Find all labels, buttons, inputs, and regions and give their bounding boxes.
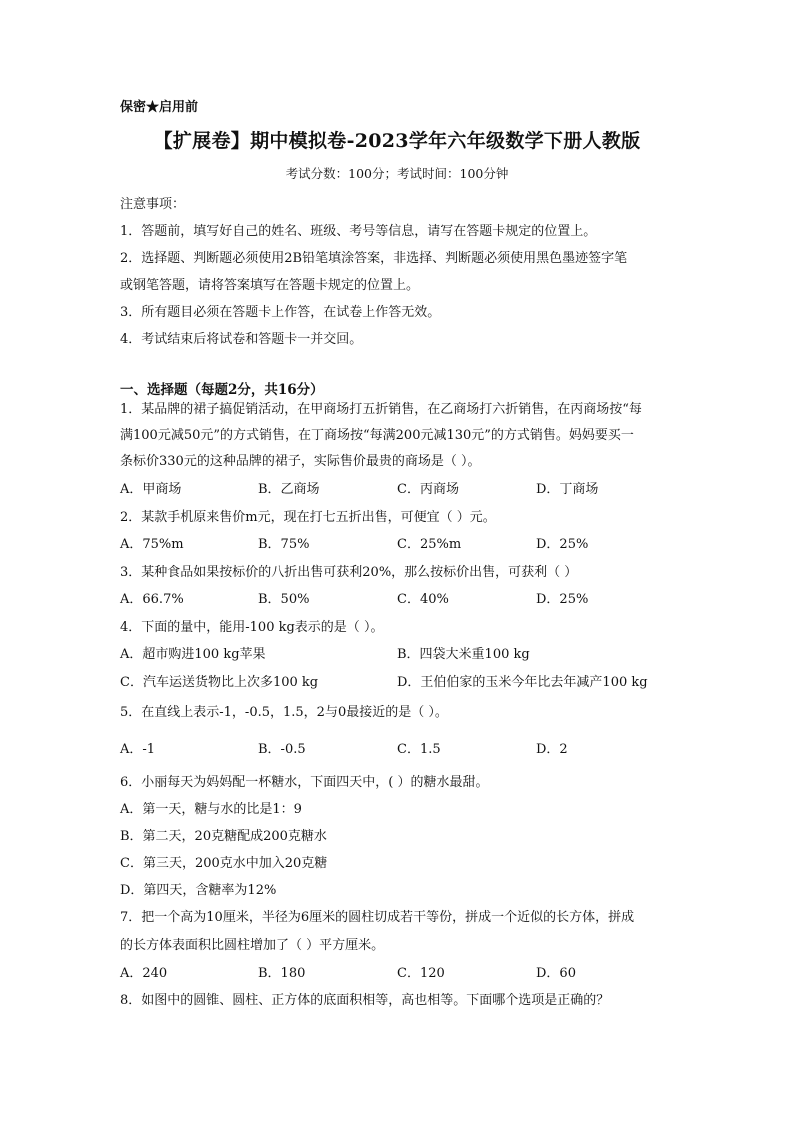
q1-option-d: D．丁商场 [536,482,599,497]
question-8: 8．如图中的圆锥、圆柱、正方体的底面积相等，高也相等。下面哪个选项是正确的？ [120,993,610,1008]
section-heading: 一、选择题（每题2分，共16分） [120,382,324,398]
q3-option-a: A．66.7% [120,592,184,607]
question-1-line: 条标价330元的这种品牌的裙子，实际售价最贵的商场是（ ）。 [120,454,481,469]
question-7-line: 7．把一个高为10厘米，半径为6厘米的圆柱切成若干等份，拼成一个近似的长方体，拼成 [120,910,635,925]
note-item: 1．答题前，填写好自己的姓名、班级、考号等信息，请写在答题卡规定的位置上。 [120,224,597,239]
q7-option-c: C．120 [397,966,445,981]
q4-option-c: C．汽车运送货物比上次多100 kg [120,675,319,690]
page-title: 【扩展卷】期中模拟卷-2023学年六年级数学下册人教版 [153,130,641,152]
question-7-line: 的长方体表面积比圆柱增加了（ ）平方厘米。 [120,938,385,953]
confidential-label: 保密★启用前 [120,100,199,115]
q2-option-c: C．25%m [397,537,462,552]
q6-option-d: D．第四天，含糖率为12% [120,883,277,898]
q2-option-d: D．25% [536,537,589,552]
q5-option-a: A．-1 [120,742,156,757]
q1-option-a: A．甲商场 [120,482,182,497]
q3-option-d: D．25% [536,592,589,607]
q2-option-a: A．75%m [120,537,184,552]
question-4: 4．下面的量中，能用-100 kg表示的是（ ）。 [120,620,384,635]
q6-option-a: A．第一天，糖与水的比是1：9 [120,802,302,817]
q6-option-c: C．第三天，200克水中加入20克糖 [120,856,328,871]
question-1-line: 满100元减50元”的方式销售，在丁商场按“每满200元减130元”的方式销售。妈妈要买一 [120,428,634,443]
note-item: 4．考试结束后将试卷和答题卡一并交回。 [120,332,363,347]
q3-option-c: C．40% [397,592,449,607]
note-item: 3．所有题目必须在答题卡上作答，在试卷上作答无效。 [120,305,441,320]
q7-option-a: A．240 [120,966,168,981]
q5-option-d: D．2 [536,742,568,757]
exam-meta: 考试分数：100分；考试时间：100分钟 [285,166,509,181]
q4-option-d: D．王伯伯家的玉米今年比去年减产100 kg [397,675,648,690]
q4-option-b: B．四袋大米重100 kg [397,647,530,662]
note-item: 2．选择题、判断题必须使用2B铅笔填涂答案，非选择、判断题必须使用黑色墨迹签字笔 [120,251,628,266]
q1-option-b: B．乙商场 [258,482,320,497]
question-5: 5．在直线上表示-1，-0.5，1.5，2与0最接近的是（ ）。 [120,705,448,720]
notes-heading: 注意事项： [120,197,186,212]
q1-option-c: C．丙商场 [397,482,459,497]
q3-option-b: B．50% [258,592,310,607]
q5-option-c: C．1.5 [397,742,441,757]
question-3: 3．某种食品如果按标价的八折出售可获利20%，那么按标价出售，可获利（ ） [120,565,578,580]
question-2: 2．某款手机原来售价m元，现在打七五折出售，可便宜（ ）元。 [120,510,496,525]
question-6: 6．小丽每天为妈妈配一杯糖水，下面四天中，( ）的糖水最甜。 [120,775,489,790]
note-item: 或钢笔答题，请将答案填写在答题卡规定的位置上。 [120,278,420,293]
q4-option-a: A．超市购进100 kg苹果 [120,647,266,662]
q7-option-b: B．180 [258,966,306,981]
q7-option-d: D．60 [536,966,576,981]
q6-option-b: B．第二天，20克糖配成200克糖水 [120,829,327,844]
q2-option-b: B．75% [258,537,310,552]
q5-option-b: B．-0.5 [258,742,306,757]
question-1-line: 1．某品牌的裙子搞促销活动，在甲商场打五折销售，在乙商场打六折销售，在丙商场按“每 [120,402,642,417]
